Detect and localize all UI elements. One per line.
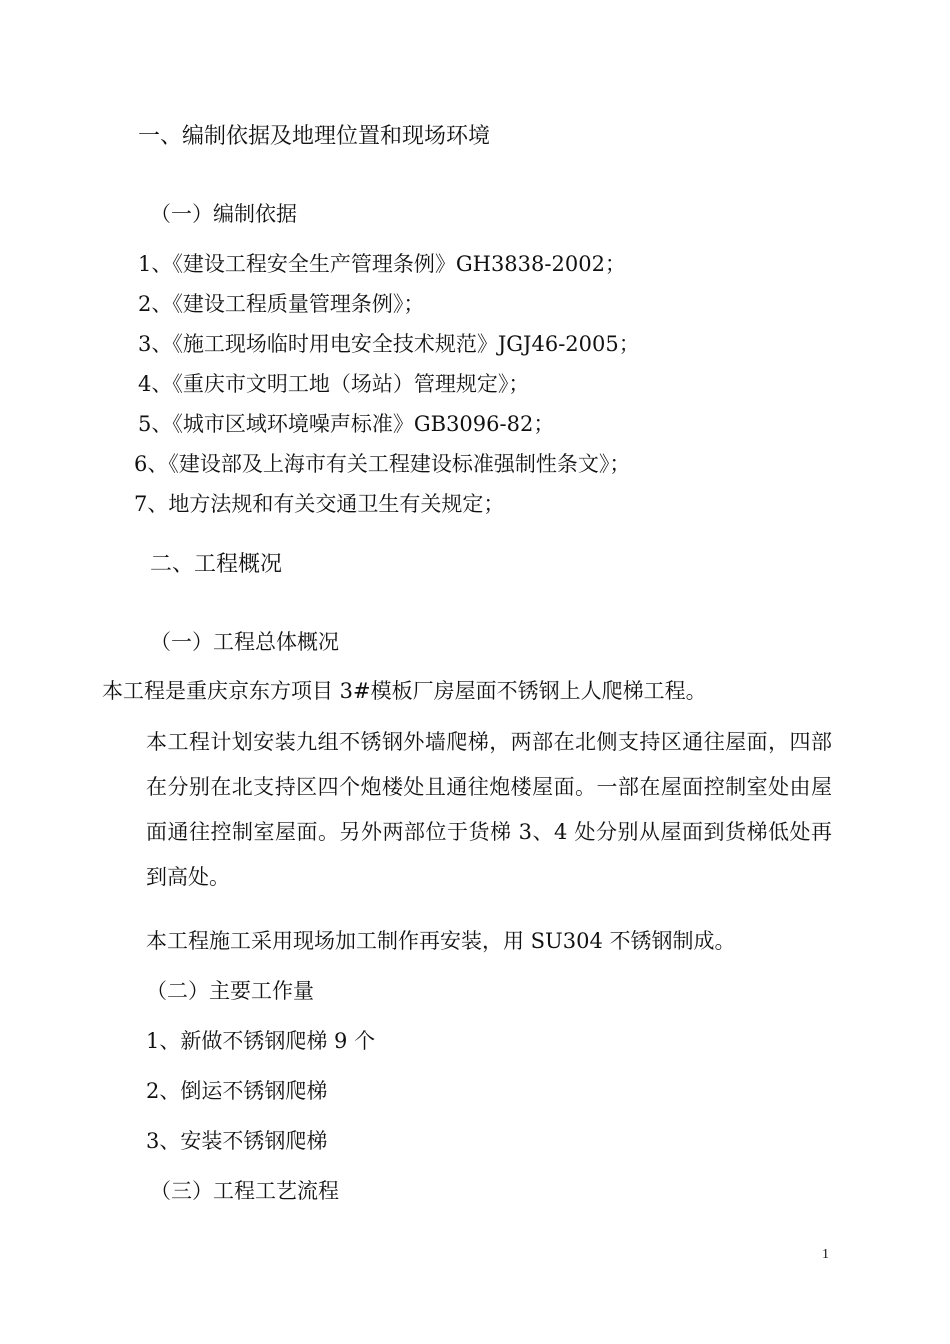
section-2-heading: 二、工程概况 bbox=[150, 552, 283, 577]
basis-item-2: 2、《建设工程质量管理条例》； bbox=[138, 292, 425, 316]
basis-item-7: 7、地方法规和有关交通卫生有关规定； bbox=[134, 492, 505, 516]
project-intro: 本工程是重庆京东方项目 3#模板厂房屋面不锈钢上人爬梯工程。 bbox=[102, 679, 707, 703]
basis-item-3: 3、《施工现场临时用电安全技术规范》JGJ46-2005； bbox=[138, 332, 640, 356]
section-2-subheading: （一）工程总体概况 bbox=[150, 630, 339, 654]
basis-item-5: 5、《城市区域环境噪声标准》GB3096-82； bbox=[138, 412, 555, 436]
workload-item-2: 2、倒运不锈钢爬梯 bbox=[146, 1079, 328, 1103]
material-note: 本工程施工采用现场加工制作再安装，用 SU304 不锈钢制成。 bbox=[146, 929, 736, 953]
section-1-heading: 一、编制依据及地理位置和现场环境 bbox=[138, 124, 491, 149]
workload-item-3: 3、安装不锈钢爬梯 bbox=[146, 1129, 328, 1153]
section-1-subheading: （一）编制依据 bbox=[150, 202, 297, 226]
workload-item-1: 1、新做不锈钢爬梯 9 个 bbox=[146, 1029, 376, 1053]
workload-heading: （二）主要工作量 bbox=[146, 979, 314, 1003]
project-description-text: 本工程计划安装九组不锈钢外墙爬梯，两部在北侧支持区通往屋面，四部在分别在北支持区四个炮楼处且通往炮楼屋面。一部在屋面控制室处由屋面通往控制室屋面。另外两部位于货梯 3、4 处分别从屋面到货梯低处再到高处。 bbox=[146, 730, 832, 889]
process-heading: （三）工程工艺流程 bbox=[150, 1179, 339, 1203]
project-description bbox=[102, 720, 832, 900]
basis-item-4: 4、《重庆市文明工地（场站）管理规定》； bbox=[138, 372, 530, 396]
page-number: 1 bbox=[822, 1247, 829, 1262]
basis-item-6: 6、《建设部及上海市有关工程建设标准强制性条文》； bbox=[134, 452, 631, 476]
basis-item-1: 1、《建设工程安全生产管理条例》GH3838-2002； bbox=[138, 252, 626, 276]
